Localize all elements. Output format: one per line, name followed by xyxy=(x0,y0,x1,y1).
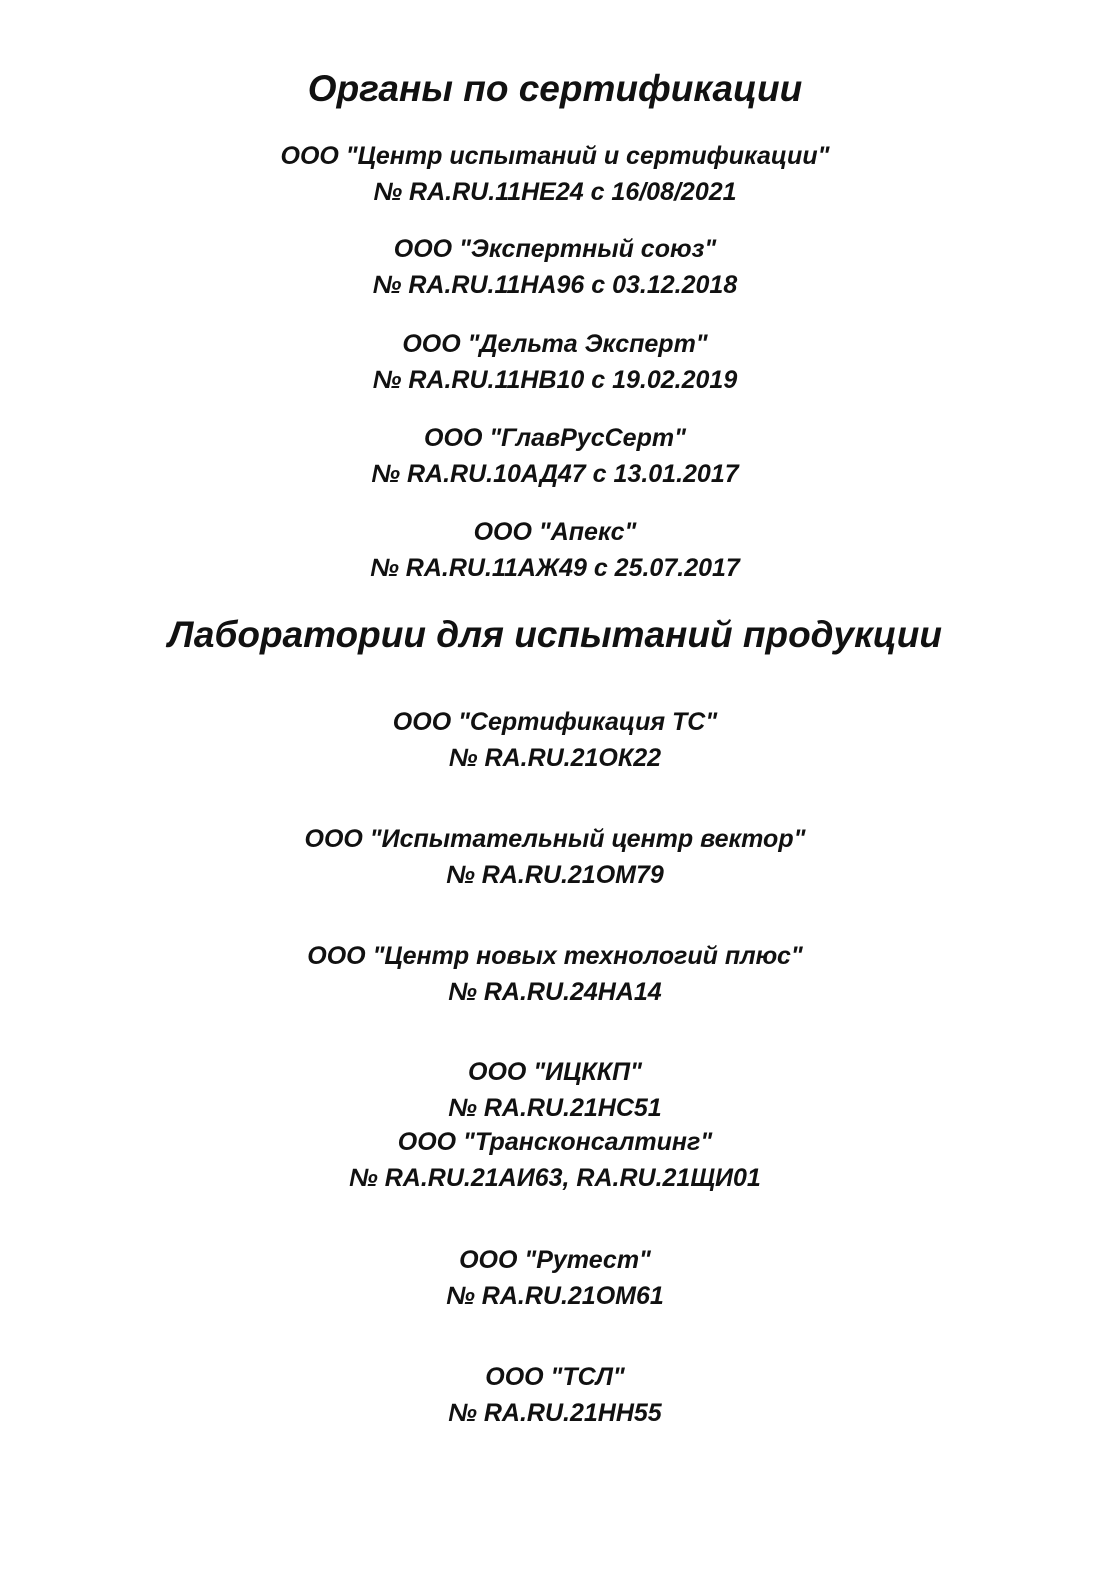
laboratory-number: № RA.RU.21ОМ79 xyxy=(446,861,664,889)
certification-body-name: ООО "Центр испытаний и сертификации" xyxy=(280,142,830,170)
laboratory-name: ООО "Трансконсалтинг" xyxy=(397,1128,713,1156)
certification-body-entry xyxy=(0,326,1110,398)
laboratory-entry xyxy=(0,821,1110,893)
laboratories-heading: Лаборатории для испытаний продукции xyxy=(168,614,942,655)
laboratory-name: ООО "ТСЛ" xyxy=(485,1363,625,1391)
certification-body-number: № RA.RU.10АД47 с 13.01.2017 xyxy=(371,460,739,488)
certification-body-entry xyxy=(0,514,1110,586)
certification-heading: Органы по сертификации xyxy=(307,68,803,109)
laboratory-entry xyxy=(0,1054,1110,1126)
laboratory-entry xyxy=(0,1124,1110,1196)
laboratory-name: ООО "Центр новых технологий плюс" xyxy=(307,942,803,970)
laboratory-number: № RA.RU.21АИ63, RA.RU.21ЩИ01 xyxy=(349,1164,761,1192)
laboratory-name: ООО "Рутест" xyxy=(459,1246,651,1274)
laboratory-name: ООО "ИЦККП" xyxy=(468,1058,642,1086)
laboratory-entry xyxy=(0,1242,1110,1314)
certification-body-number: № RA.RU.11АЖ49 с 25.07.2017 xyxy=(370,554,740,582)
laboratory-number: № RA.RU.21НН55 xyxy=(448,1399,662,1427)
laboratory-entry xyxy=(0,1359,1110,1431)
certification-body-name: ООО "Апекс" xyxy=(473,518,637,546)
laboratory-number: № RA.RU.24НА14 xyxy=(448,978,662,1006)
certification-body-number: № RA.RU.11НВ10 с 19.02.2019 xyxy=(372,366,738,394)
certification-body-entry xyxy=(0,231,1110,303)
certification-body-number: № RA.RU.11НЕ24 с 16/08/2021 xyxy=(373,178,737,206)
laboratory-entry xyxy=(0,938,1110,1010)
laboratory-number: № RA.RU.21ОК22 xyxy=(448,744,662,772)
certification-body-name: ООО "Дельта Эксперт" xyxy=(402,330,708,358)
certification-body-name: ООО "Экспертный союз" xyxy=(393,235,717,263)
certification-body-number: № RA.RU.11НА96 с 03.12.2018 xyxy=(372,271,738,299)
certification-body-entry xyxy=(0,420,1110,492)
laboratory-number: № RA.RU.21ОМ61 xyxy=(446,1282,664,1310)
laboratory-name: ООО "Сертификация ТС" xyxy=(392,708,718,736)
laboratory-entry xyxy=(0,704,1110,776)
certification-body-entry xyxy=(0,138,1110,210)
laboratory-number: № RA.RU.21НС51 xyxy=(448,1094,662,1122)
certification-body-name: ООО "ГлавРусСерт" xyxy=(424,424,686,452)
laboratory-name: ООО "Испытательный центр вектор" xyxy=(304,825,806,853)
